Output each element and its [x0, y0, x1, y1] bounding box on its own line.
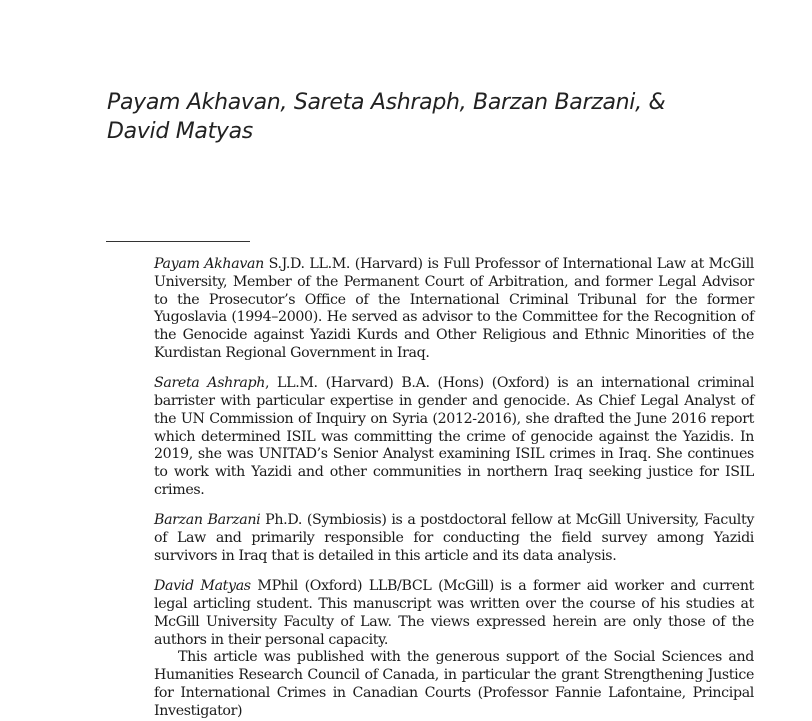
footnote-barzani [154, 512, 754, 565]
author-bio: MPhil (Oxford) LLB/BCL (McGill) is a former aid worker and current legal articling student. This manuscript was written over the course of his studies at McGill University Faculty of Law. The views expressed herein are only those of the authors in their personal capacity. [154, 578, 754, 648]
acknowledgement-paragraph: This article was published with the generous support of the Social Sciences and Humanities Research Council of Canada, in particular the grant Strengthening Justice for International Crimes in Canadian Courts (Professor Fannie Lafontaine, Principal Investigator) [154, 649, 754, 719]
author-names [107, 88, 707, 146]
footnote-divider [106, 241, 250, 242]
footnote-akhavan [154, 256, 754, 363]
author-footnotes [154, 256, 754, 721]
footnote-matyas [154, 578, 754, 649]
author-name: Sareta Ashraph [154, 375, 265, 392]
author-name: David Matyas [154, 578, 251, 595]
author-name: Payam Akhavan [154, 256, 264, 272]
author-bio: , LL.M. (Harvard) B.A. (Hons) (Oxford) is an international criminal barrister with particular expertise in gender and genocide. As Chief Legal Analyst of the UN Commission of Inquiry on Syria (2012-2016), she drafted the June 2016 report which determined ISIL was committing the crime of genocide against the Yazidis. In 2019, she was UNITAD’s Senior Analyst examining ISIL crimes in Iraq. She continues to work with Yazidi and other communities in northern Iraq seeking justice for ISIL crimes. [154, 375, 755, 499]
author-bio: Ph.D. (Symbiosis) is a postdoctoral fellow at McGill University, Faculty of Law and primarily responsible for conducting the field survey among Yazidi survivors in Iraq that is detailed in this article and its data analysis. [154, 512, 755, 564]
footnote-ashraph [154, 375, 754, 500]
author-names-line-1: Payam Akhavan, Sareta Ashraph, Barzan Barzani, & [107, 90, 666, 115]
author-name: Barzan Barzani [154, 512, 261, 529]
author-bio: S.J.D. LL.M. (Harvard) is Full Professor of International Law at McGill University, Member of the Permanent Court of Arbitration, and former Legal Advisor to the Prosecutor’s Office of the International Criminal Tribunal for the former Yugoslavia (1994–2000). He served as advisor to the Committee for the Recognition of the Genocide against Yazidi Kurds and Other Religious and Ethnic Minorities of the Kurdistan Regional Government in Iraq. [154, 256, 754, 361]
author-names-line-2: David Matyas [107, 119, 253, 144]
